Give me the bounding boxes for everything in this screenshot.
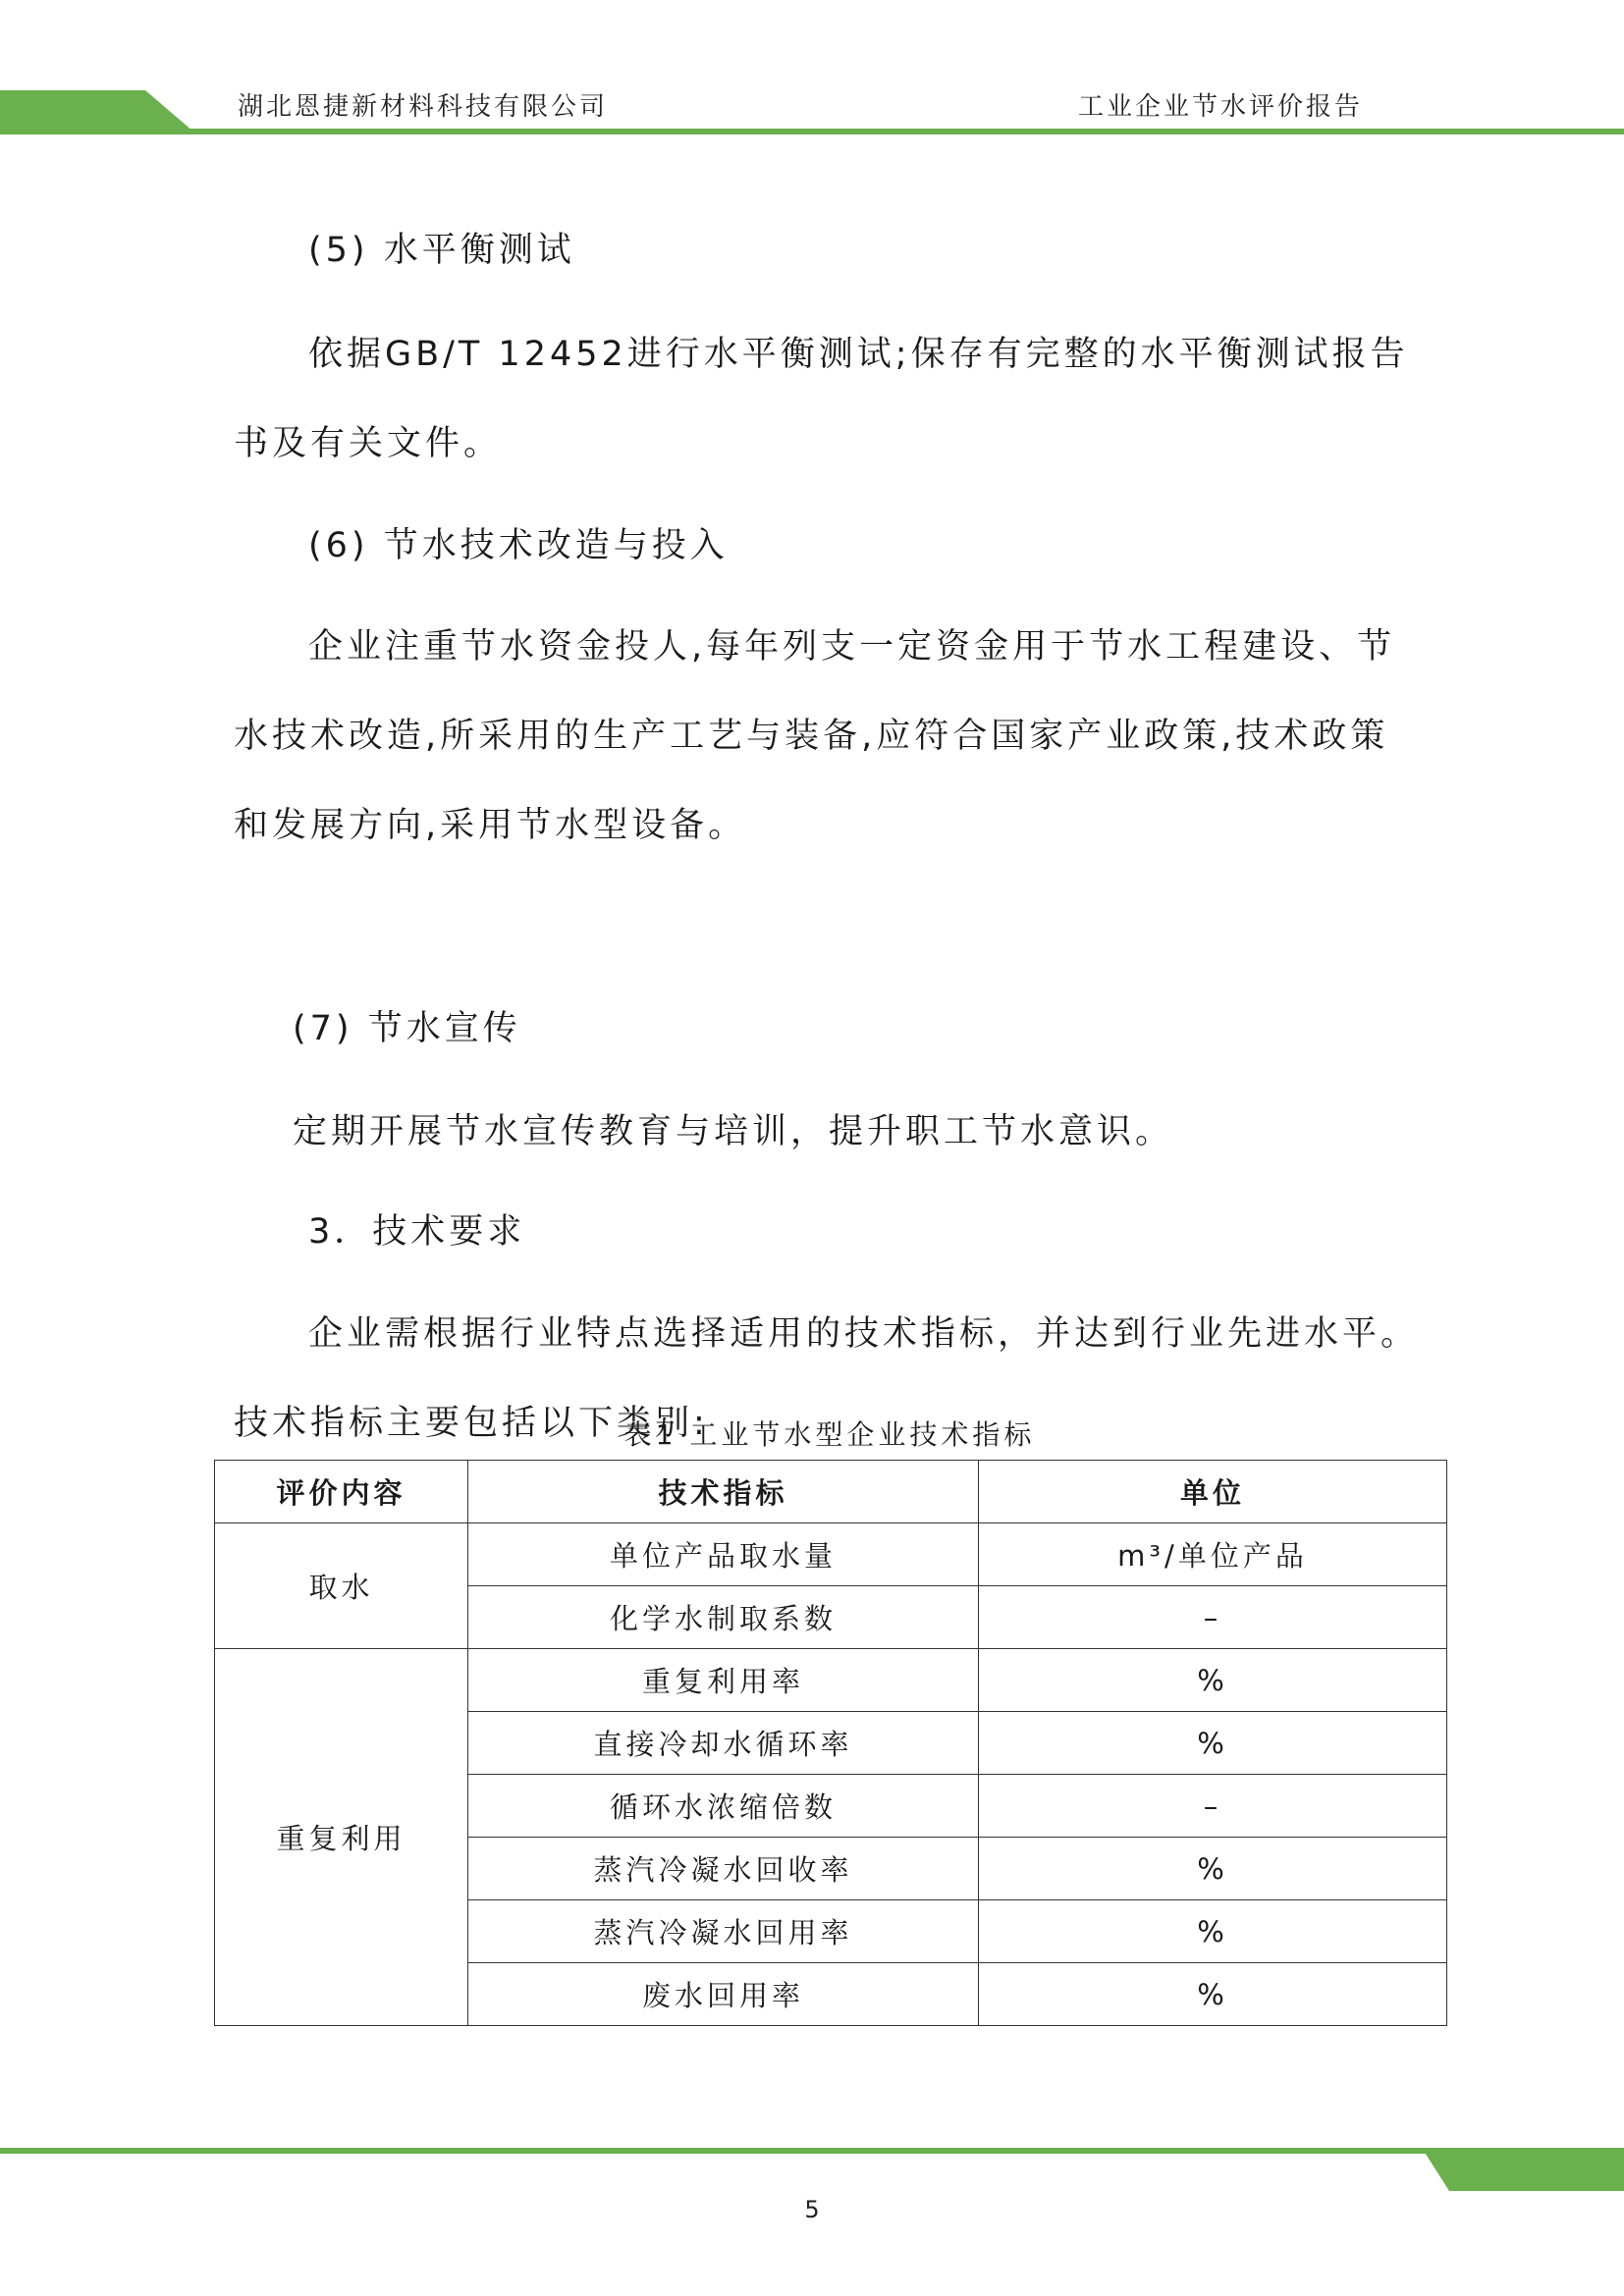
group-reuse: 重复利用	[215, 1649, 468, 2026]
technical-indicators-table	[214, 1460, 1447, 2026]
header-decoration	[0, 0, 1624, 157]
page-number: 5	[804, 2196, 820, 2223]
indicator-cell: 重复利用率	[468, 1649, 979, 1712]
indicator-cell: 化学水制取系数	[468, 1586, 979, 1649]
section-6-heading: (6) 节水技术改造与投入	[308, 526, 729, 565]
group-water-intake: 取水	[215, 1523, 468, 1649]
indicator-cell: 直接冷却水循环率	[468, 1712, 979, 1775]
section-3-heading: 3．技术要求	[308, 1212, 526, 1252]
header-green-tab	[0, 90, 193, 132]
unit-cell: %	[979, 1900, 1447, 1963]
unit-cell: %	[979, 1963, 1447, 2026]
table-caption: 表1 工业节水型企业技术指标	[623, 1418, 1036, 1451]
table-row	[215, 1649, 1447, 1712]
section-6-paragraph: 企业注重节水资金投人,每年列支一定资金用于节水工程建设、节水技术改造,所采用的生产工艺与装备,应符合国家产业政策,技术政策和发展方向,采用节水型设备。	[234, 627, 1396, 845]
unit-cell: %	[979, 1838, 1447, 1900]
header-report-title: 工业企业节水评价报告	[1078, 92, 1364, 122]
indicator-cell: 废水回用率	[468, 1963, 979, 2026]
indicator-cell: 循环水浓缩倍数	[468, 1775, 979, 1838]
section-7-paragraph: 定期开展节水宣传教育与培训，提升职工节水意识。	[293, 1112, 1174, 1151]
header-unit: 单位	[979, 1461, 1447, 1523]
footer-green-rule	[0, 2148, 1624, 2154]
unit-cell: m³/单位产品	[979, 1523, 1447, 1586]
header-company-name: 湖北恩捷新材料科技有限公司	[238, 92, 609, 122]
header-green-rule	[0, 129, 1624, 134]
unit-cell: %	[979, 1712, 1447, 1775]
table-row	[215, 1523, 1447, 1586]
section-5-paragraph: 依据GB/T 12452进行水平衡测试;保存有完整的水平衡测试报告书及有关文件。	[234, 335, 1409, 463]
section-7-heading: (7) 节水宣传	[293, 1009, 521, 1048]
indicator-cell: 蒸汽冷凝水回用率	[468, 1900, 979, 1963]
section-5-heading: (5) 水平衡测试	[308, 231, 575, 270]
header-evaluation-content: 评价内容	[215, 1461, 468, 1523]
header-technical-indicator: 技术指标	[468, 1461, 979, 1523]
unit-cell: –	[979, 1586, 1447, 1649]
unit-cell: –	[979, 1775, 1447, 1838]
footer-green-tab	[1422, 2148, 1624, 2191]
unit-cell: %	[979, 1649, 1447, 1712]
indicator-cell: 蒸汽冷凝水回收率	[468, 1838, 979, 1900]
table-header-row	[215, 1461, 1447, 1523]
section-3-paragraph: 企业需根据行业特点选择适用的技术指标，并达到行业先进水平。技术指标主要包括以下类别:	[234, 1314, 1420, 1443]
indicator-cell: 单位产品取水量	[468, 1523, 979, 1586]
